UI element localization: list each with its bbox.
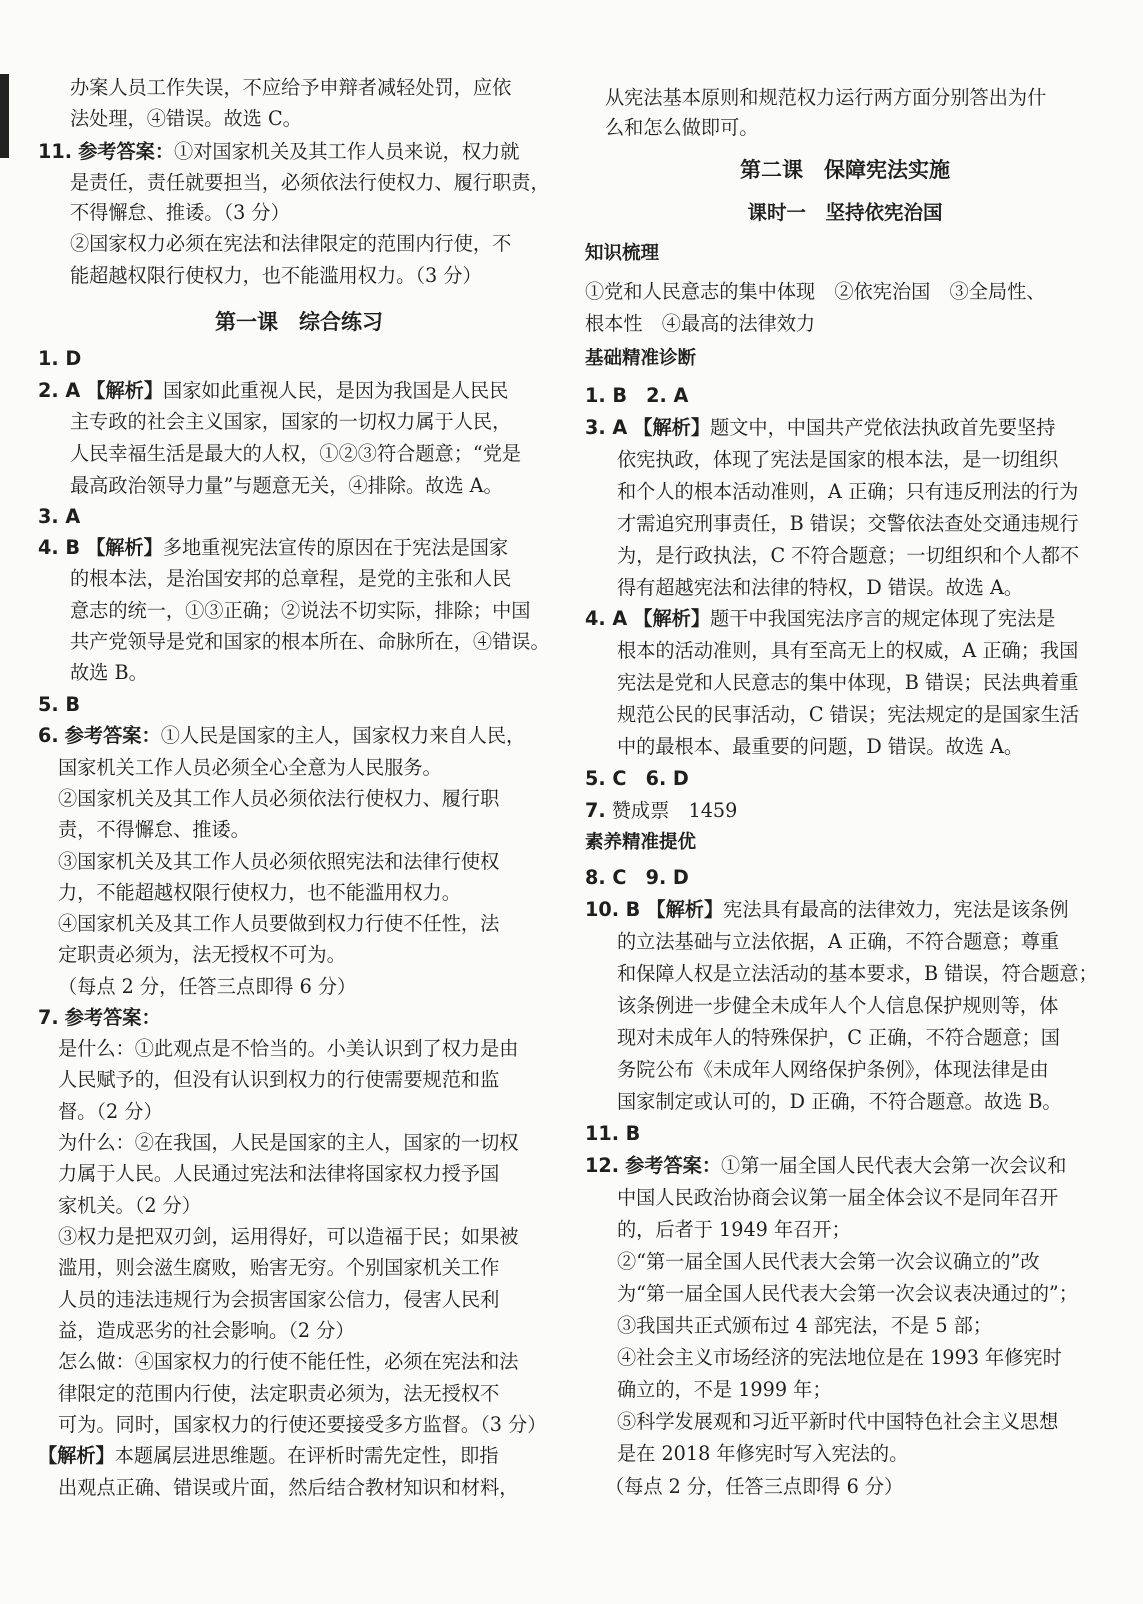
text-line: 不得懈怠、推诿。（3 分）	[70, 201, 290, 224]
scoring-note: （每点 2 分，任答三点即得 6 分）	[605, 1475, 904, 1498]
answer-label: 参考答案：	[64, 1006, 161, 1029]
text-line: 是什么：①此观点是不恰当的。小美认识到了权力是由	[58, 1037, 519, 1060]
scoring-note: （每点 2 分，任答三点即得 6 分）	[58, 975, 357, 998]
text-line: 能超越权限行使权力，也不能滥用权力。（3 分）	[70, 264, 482, 287]
text-line: 人员的违法违规行为会损害国家公信力，侵害人民利	[58, 1288, 500, 1311]
answer-text: 多地重视宪法宣传的原因在于宪法是国家	[162, 536, 509, 559]
answer-choice: 4. A	[585, 607, 628, 630]
text-line: ④社会主义市场经济的宪法地位是在 1993 年修宪时	[617, 1346, 1062, 1369]
answer-4	[38, 536, 508, 560]
text-line: 是在 2018 年修宪时写入宪法的。	[617, 1442, 909, 1465]
answer-text: 题文中，中国共产党依法执政首先要坚持	[710, 416, 1056, 439]
answer-6	[38, 724, 525, 748]
text-line: 人民赋予的，但没有认识到权力的行使需要规范和监	[58, 1068, 500, 1091]
analysis-tag: 【解析】	[633, 416, 711, 439]
answer-text: 赞成票 1459	[611, 799, 738, 822]
binding-gutter	[0, 0, 16, 1604]
answer-10	[585, 898, 1069, 922]
answer-label: 参考答案：	[625, 1154, 722, 1177]
question-number: 7.	[585, 799, 606, 822]
text-line: 为什么：②在我国，人民是国家的主人，国家的一切权	[58, 1131, 519, 1154]
text-line: 人民幸福生活是最大的人权，①②③符合题意；“党是	[70, 442, 522, 465]
answer-3: 3. A	[38, 505, 81, 528]
text-line: 该条例进一步健全未成年人个人信息保护规则等，体	[617, 994, 1059, 1017]
answer-choice: 4. B	[38, 536, 80, 559]
answer-12	[585, 1154, 1066, 1178]
text-line: 现对未成年人的特殊保护，C 正确，不符合题意；国	[617, 1026, 1060, 1049]
text-line: 出观点正确、错误或片面，然后结合教材知识和材料，	[58, 1476, 519, 1499]
answer-choice: 2. A	[38, 379, 81, 402]
analysis-tag: 【解析】	[86, 379, 164, 402]
text-line: 根本性 ④最高的法律效力	[585, 312, 816, 335]
section-heading: 素养精准提优	[585, 832, 697, 853]
text-line: 滥用，则会滋生腐败，贻害无穷。个别国家机关工作	[58, 1256, 500, 1279]
text-line: 家机关。（2 分）	[58, 1194, 202, 1217]
text-line: 中的最根本、最重要的问题，D 错误。故选 A。	[617, 735, 1024, 758]
question-number: 12.	[585, 1154, 619, 1177]
text-line: 律限定的范围内行使，法定职责必须为，法无授权不	[58, 1382, 500, 1405]
text-line: 么和怎么做即可。	[605, 116, 759, 139]
answer-4	[585, 607, 1055, 631]
text-line: 从宪法基本原则和规范权力运行两方面分别答出为什	[605, 86, 1047, 109]
answer-label: 参考答案：	[78, 140, 175, 163]
text-line: 为，是行政执法，C 不符合题意；一切组织和个人都不	[617, 544, 1080, 567]
text-line: ②国家权力必须在宪法和法律限定的范围内行使，不	[70, 232, 512, 255]
text-line: 力属于人民。人民通过宪法和法律将国家权力授予国	[58, 1162, 500, 1185]
text-line: 法处理，④错误。故选 C。	[70, 107, 302, 130]
text-line: 得有超越宪法和法律的特权，D 错误。故选 A。	[617, 576, 1024, 599]
text-line: ③国家机关及其工作人员必须依照宪法和法律行使权	[58, 850, 500, 873]
text-line: ③我国共正式颁布过 4 部宪法，不是 5 部；	[617, 1314, 992, 1337]
gutter-tab	[0, 74, 9, 158]
answer-3	[585, 416, 1055, 440]
text-line: 和个人的根本活动准则，A 正确；只有违反刑法的行为	[617, 480, 1079, 503]
section-title: 第一课 综合练习	[215, 310, 383, 334]
answer-2	[38, 379, 508, 403]
text-line: 定职责必须为，法无授权不可为。	[58, 943, 346, 966]
answer-1: 1. D	[38, 347, 82, 370]
answer-text: 宪法具有最高的法律效力，宪法是该条例	[723, 898, 1069, 921]
answers-1-2: 1. B 2. A	[585, 384, 689, 407]
text-line: ①党和人民意志的集中体现 ②依宪治国 ③全局性、	[585, 280, 1046, 303]
answer-text: 题干中我国宪法序言的规定体现了宪法是	[710, 607, 1056, 630]
answer-text: 本题属层进思维题。在评析时需先定性，即指	[114, 1444, 499, 1467]
text-line: 依宪执政，体现了宪法是国家的根本法，是一切组织	[617, 448, 1059, 471]
question-number: 11.	[38, 140, 72, 163]
answer-5: 5. B	[38, 693, 80, 716]
answer-choice: 10. B	[585, 898, 641, 921]
text-line: 办案人员工作失误，不应给予申辩者减轻处罚，应依	[70, 76, 512, 99]
answer-text: ①对国家机关及其工作人员来说，权力就	[174, 140, 520, 163]
question-number: 6.	[38, 724, 59, 747]
text-line: 的，后者于 1949 年召开；	[617, 1218, 851, 1241]
text-line: 宪法是党和人民意志的集中体现，B 错误；民法典着重	[617, 671, 1079, 694]
text-line: 怎么做：④国家权力的行使不能任性，必须在宪法和法	[58, 1350, 519, 1373]
text-line: 益，造成恶劣的社会影响。（2 分）	[58, 1319, 355, 1342]
text-line: 为“第一届全国人民代表大会第一次会议表决通过的”；	[617, 1282, 1078, 1305]
text-line: ⑤科学发展观和习近平新时代中国特色社会主义思想	[617, 1410, 1059, 1433]
text-line: 的根本法，是治国安邦的总章程，是党的主张和人民	[70, 567, 512, 590]
answers-8-9: 8. C 9. D	[585, 866, 689, 889]
answer-7	[38, 1006, 161, 1030]
question-number: 7.	[38, 1006, 59, 1029]
text-line: 国家机关工作人员必须全心全意为人民服务。	[58, 756, 442, 779]
text-line: ②“第一届全国人民代表大会第一次会议确立的”改	[617, 1250, 1040, 1273]
text-line: 责，不得懈怠、推诿。	[58, 818, 250, 841]
text-line: 是责任，责任就要担当，必须依法行使权力、履行职责，	[70, 171, 550, 194]
text-line: 的立法基础与立法依据，A 正确，不符合题意；尊重	[617, 930, 1060, 953]
text-line: 才需追究刑事责任，B 错误；交警依法查处交通违规行	[617, 512, 1079, 535]
answers-5-6: 5. C 6. D	[585, 767, 689, 790]
analysis-tag: 【解析】	[633, 607, 711, 630]
text-line: 意志的统一，①③正确；②说法不切实际，排除；中国	[70, 599, 531, 622]
answer-11	[38, 140, 519, 164]
text-line: 确立的，不是 1999 年；	[617, 1378, 832, 1401]
answer-text: ①第一届全国人民代表大会第一次会议和	[721, 1154, 1067, 1177]
text-line: 可为。同时，国家权力的行使还要接受多方监督。（3 分）	[58, 1413, 547, 1436]
section-heading: 知识梳理	[585, 243, 660, 264]
answer-7	[585, 799, 737, 823]
answer-label: 参考答案：	[64, 724, 161, 747]
lesson-subtitle: 课时一 坚持依宪治国	[747, 201, 943, 224]
text-line: 故选 B。	[70, 661, 148, 684]
analysis-tag: 【解析】	[38, 1444, 115, 1467]
text-line: 共产党领导是党和国家的根本所在、命脉所在，④错误。	[70, 630, 550, 653]
text-line: 国家制定或认可的，D 正确，不符合题意。故选 B。	[617, 1090, 1062, 1113]
text-line: 最高政治领导力量”与题意无关，④排除。故选 A。	[70, 474, 503, 497]
analysis-tag: 【解析】	[646, 898, 724, 921]
text-line: ④国家机关及其工作人员要做到权力行使不任性，法	[58, 912, 500, 935]
text-line: 督。（2 分）	[58, 1100, 163, 1123]
text-line: 务院公布《未成年人网络保护条例》，体现法律是由	[617, 1058, 1049, 1081]
answer-text: ①人民是国家的主人，国家权力来自人民，	[160, 724, 526, 747]
section-heading: 基础精准诊断	[585, 348, 697, 369]
text-line: 根本的活动准则，具有至高无上的权威，A 正确；我国	[617, 639, 1079, 662]
analysis-tag: 【解析】	[86, 536, 163, 559]
text-line: 中国人民政治协商会议第一届全体会议不是同年召开	[617, 1186, 1059, 1209]
answer-11: 11. B	[585, 1122, 641, 1145]
text-line: 主专政的社会主义国家，国家的一切权力属于人民，	[70, 410, 512, 433]
answer-text: 国家如此重视人民，是因为我国是人民民	[163, 379, 509, 402]
answer-choice: 3. A	[585, 416, 628, 439]
text-line: ②国家机关及其工作人员必须依法行使权力、履行职	[58, 787, 500, 810]
text-line: 和保障人权是立法活动的基本要求，B 错误，符合题意；	[617, 962, 1098, 985]
text-line: 力，不能超越权限行使权力，也不能滥用权力。	[58, 881, 461, 904]
text-line: 规范公民的民事活动，C 错误；宪法规定的是国家生活	[617, 703, 1080, 726]
text-line: ③权力是把双刃剑，运用得好，可以造福于民；如果被	[58, 1225, 519, 1248]
analysis-7	[38, 1444, 499, 1468]
lesson-title: 第二课 保障宪法实施	[740, 158, 950, 182]
